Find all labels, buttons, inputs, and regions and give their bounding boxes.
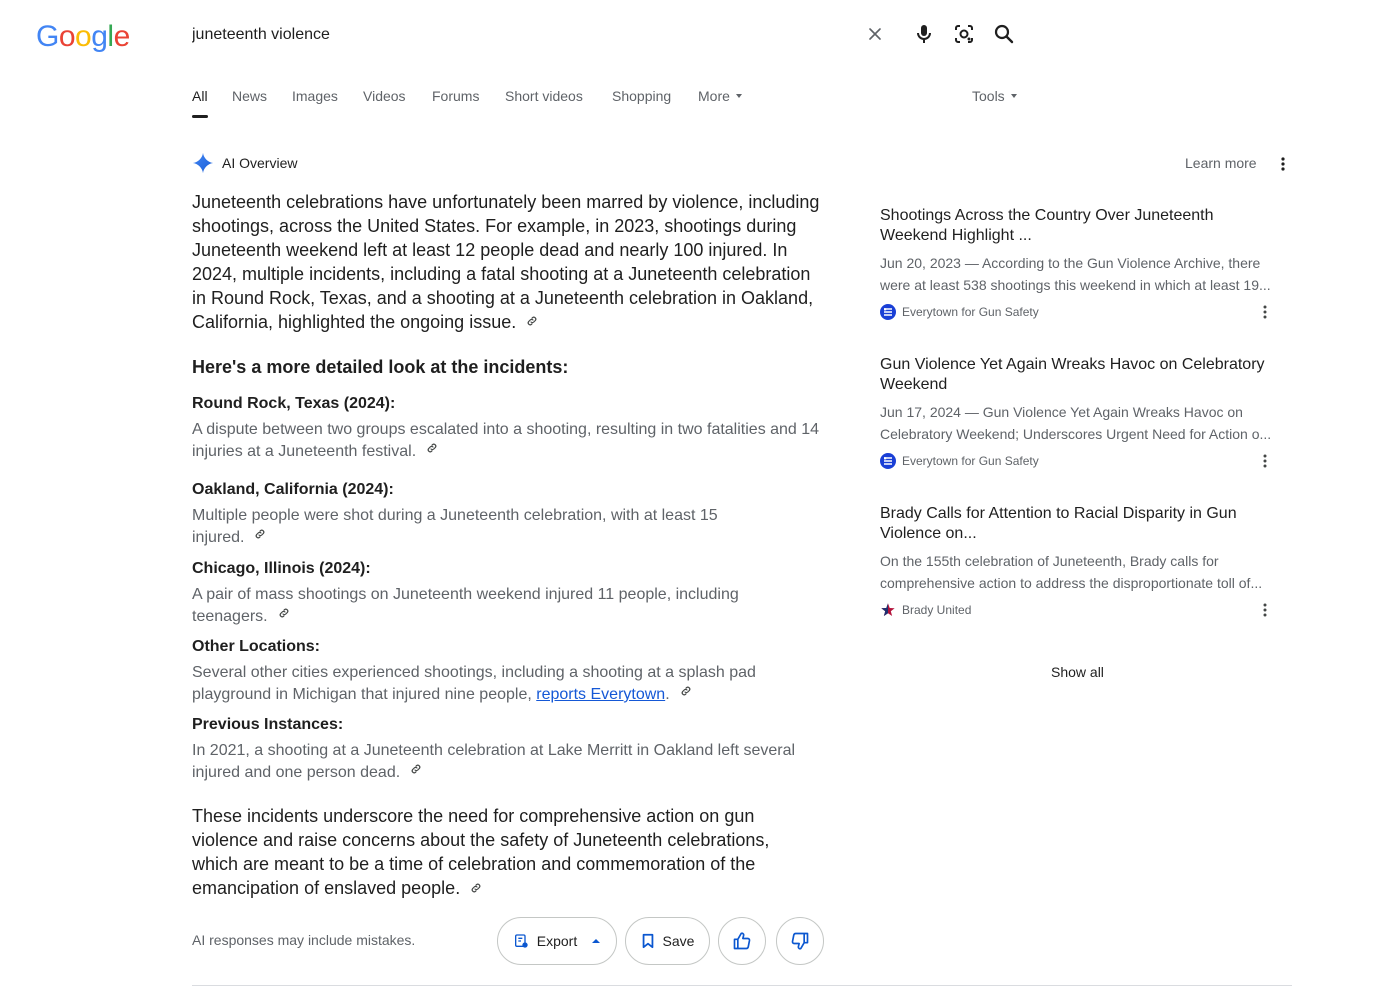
citation-link-icon[interactable] (470, 876, 482, 900)
tab-more[interactable] (698, 88, 742, 120)
incident-desc-text: A pair of mass shootings on Juneteenth weekend injured 11 people, including teenagers. (192, 585, 739, 625)
incident-desc-text: In 2021, a shooting at a Juneteenth celebration at Lake Merritt in Oakland left several injured and one person dead. (192, 742, 796, 782)
tab-label: Images (292, 88, 338, 104)
source-site-name: Brady United (902, 603, 972, 617)
source-title[interactable]: Shootings Across the Country Over Juneteenth Weekend Highlight ... (880, 207, 1214, 244)
source-card[interactable] (880, 206, 1280, 322)
detail-heading: Here's a more detailed look at the incidents: (192, 357, 569, 378)
source-card[interactable] (880, 504, 1280, 620)
incident-item (192, 479, 824, 549)
source-more-icon[interactable] (1257, 453, 1273, 469)
ai-overview-title: AI Overview (222, 155, 298, 171)
caret-down-icon (1011, 94, 1017, 98)
incident-desc (192, 740, 824, 784)
tab-images[interactable] (292, 88, 338, 120)
citation-link-icon[interactable] (526, 309, 538, 333)
everytown-favicon-icon (880, 453, 896, 469)
incident-title: Oakland, California (2024): (192, 481, 394, 499)
learn-more-link[interactable]: Learn more (1185, 155, 1257, 171)
search-input[interactable] (192, 22, 832, 48)
tab-videos[interactable] (363, 88, 406, 120)
thumbs-down-icon (790, 931, 810, 951)
tab-shopping[interactable] (612, 88, 671, 120)
incident-title: Other Locations: (192, 637, 321, 655)
source-site (880, 451, 1280, 471)
save-button[interactable] (625, 917, 710, 965)
source-card[interactable] (880, 355, 1280, 471)
source-snippet: Jun 20, 2023 — According to the Gun Violence Archive, there were at least 538 shootings this weekend in which at least 19... (880, 255, 1271, 293)
closing-text: These incidents underscore the need for comprehensive action on gun violence and raise concerns about the safety of Juneteenth celebrations, which are meant to be a time of celebration and commemoration of the emancipation of enslaved people. (192, 806, 770, 899)
save-label: Save (662, 933, 695, 949)
tab-forums[interactable] (432, 88, 479, 120)
incident-desc-text: A dispute between two groups escalated into a shooting, resulting in two fatalities and 14 injuries at a Juneteenth festival. (192, 421, 820, 461)
incident-desc (192, 584, 772, 628)
tools-button[interactable] (972, 88, 1017, 120)
tab-label: News (232, 88, 268, 104)
source-site (880, 302, 1280, 322)
tab-label: Forums (432, 88, 480, 104)
export-label: Export (536, 933, 578, 949)
microphone-icon[interactable] (912, 22, 936, 46)
tab-short-videos[interactable] (505, 88, 583, 120)
incident-desc-text: Several other cities experienced shootings, including a shooting at a splash pad playground in Michigan that injured nine people, (192, 663, 756, 704)
ai-summary (192, 190, 824, 335)
incident-title: Previous Instances: (192, 716, 344, 734)
citation-link-icon[interactable] (680, 682, 692, 704)
export-doc-icon (513, 933, 529, 949)
summary-text: Juneteenth celebrations have unfortunately been marred by violence, including shootings, across the United States. For example, in 2023, shootings during Juneteenth weekend left at least 12 people dead and nearly 100 injured. In 2024, multiple incidents, including a fatal shooting at a Juneteenth celebration in Round Rock, Texas, and a shooting at a Juneteenth celebration in Oakland, California, highlighted the ongoing issue. (192, 192, 820, 332)
incident-title: Round Rock, Texas (2024): (192, 395, 396, 413)
tab-label: All (192, 88, 208, 104)
ai-overview-body (192, 190, 824, 902)
ai-closing (192, 804, 792, 901)
tab-label: More (698, 88, 730, 104)
caret-down-icon (736, 94, 742, 98)
google-logo[interactable] (36, 20, 128, 52)
more-options-icon[interactable] (1275, 156, 1291, 172)
incident-item (192, 558, 824, 628)
bookmark-icon (641, 933, 655, 949)
citation-link-icon[interactable] (426, 439, 438, 461)
source-site-name: Everytown for Gun Safety (902, 454, 1039, 468)
ai-overview-header (192, 152, 297, 174)
citation-link-icon[interactable] (254, 525, 266, 547)
incident-item (192, 714, 824, 784)
reports-everytown-link[interactable]: reports Everytown (536, 686, 666, 704)
source-site (880, 600, 1280, 620)
source-snippet: Jun 17, 2024 — Gun Violence Yet Again Wreaks Havoc on Celebratory Weekend; Underscores Urgent Need for Action o... (880, 404, 1272, 442)
thumbs-up-icon (732, 931, 752, 951)
brady-star-icon (880, 602, 896, 618)
tab-label: Videos (363, 88, 406, 104)
source-more-icon[interactable] (1257, 602, 1273, 618)
caret-up-icon (591, 938, 601, 944)
source-more-icon[interactable] (1257, 304, 1273, 320)
source-snippet: On the 155th celebration of Juneteenth, Brady calls for comprehensive action to address the disproportionate toll of... (880, 553, 1263, 591)
section-divider (192, 985, 1292, 986)
clear-icon[interactable] (863, 22, 887, 46)
incident-title: Chicago, Illinois (2024): (192, 559, 371, 577)
incident-desc-text: Multiple people were shot during a Juneteenth celebration, with at least 15 injured. (192, 507, 718, 547)
citation-link-icon[interactable] (410, 760, 422, 782)
incident-item (192, 636, 824, 706)
tab-label: Shopping (612, 88, 672, 104)
incident-item (192, 393, 824, 463)
everytown-favicon-icon (880, 304, 896, 320)
source-title[interactable]: Brady Calls for Attention to Racial Disparity in Gun Violence on... (880, 505, 1237, 542)
source-title[interactable]: Gun Violence Yet Again Wreaks Havoc on Celebratory Weekend (880, 356, 1265, 393)
incident-desc (192, 505, 752, 549)
camera-lens-icon[interactable] (952, 22, 976, 46)
incident-desc (192, 419, 824, 463)
svg-text:Google: Google (36, 20, 130, 53)
show-all-button[interactable]: Show all (1051, 664, 1104, 680)
export-button[interactable] (497, 917, 617, 965)
punctuation: . (665, 686, 670, 704)
thumbs-up-button[interactable] (718, 917, 766, 965)
citation-link-icon[interactable] (278, 604, 290, 626)
tab-label: Short videos (505, 88, 583, 104)
thumbs-down-button[interactable] (776, 917, 824, 965)
source-site-name: Everytown for Gun Safety (902, 305, 1039, 319)
tab-all[interactable] (192, 88, 208, 120)
tab-news[interactable] (232, 88, 267, 120)
incident-desc (192, 662, 792, 706)
search-icon[interactable] (992, 22, 1016, 46)
gemini-sparkle-icon (192, 152, 214, 174)
tools-label: Tools (972, 88, 1005, 104)
ai-disclaimer: AI responses may include mistakes. (192, 932, 416, 948)
